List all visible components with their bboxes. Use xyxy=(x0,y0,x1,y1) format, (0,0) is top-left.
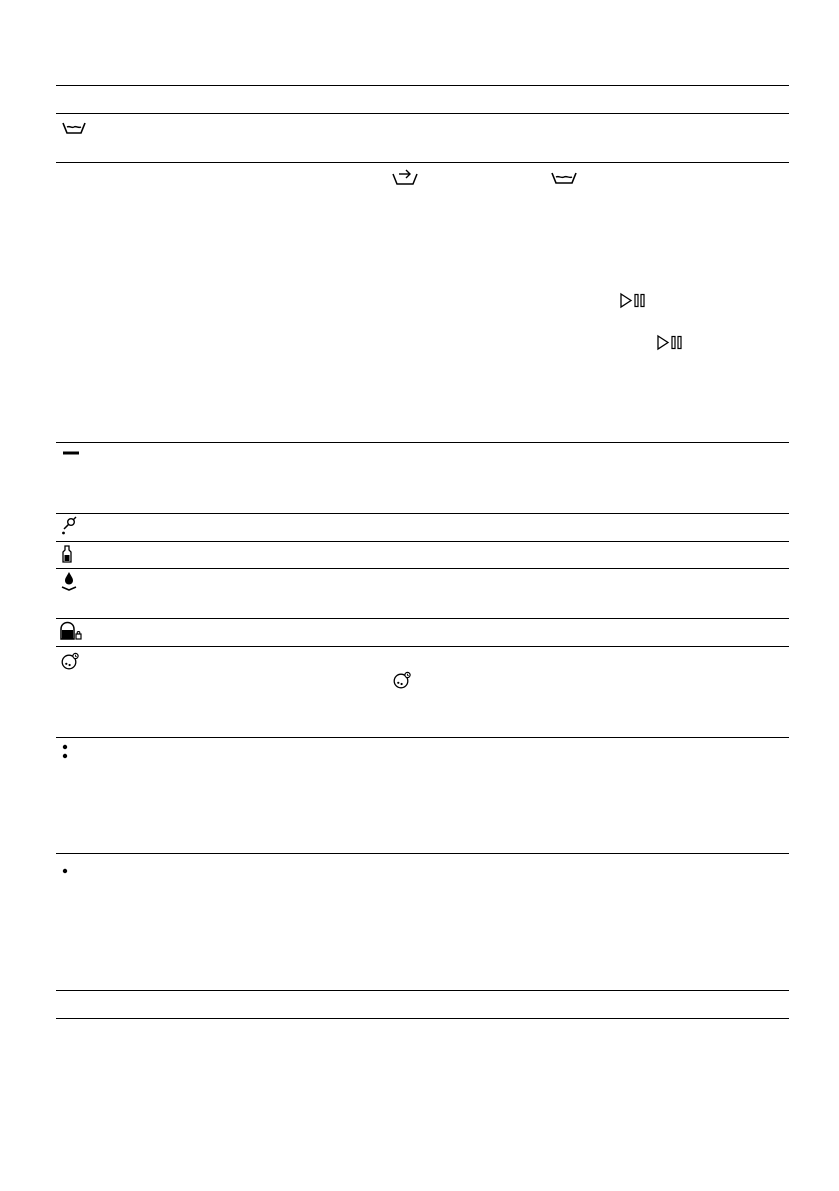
row-divider xyxy=(56,113,789,114)
lid-cycle-icon xyxy=(393,671,413,689)
start-pause-icon xyxy=(620,293,648,308)
row-divider xyxy=(56,618,789,619)
row-divider xyxy=(56,737,789,738)
tap-icon xyxy=(61,516,77,536)
row-divider xyxy=(56,442,789,443)
row-divider xyxy=(56,162,789,163)
row-divider xyxy=(56,568,789,569)
row-divider xyxy=(56,513,789,514)
water-level-basin-icon xyxy=(62,121,86,135)
row-divider xyxy=(56,853,789,854)
lock-icon xyxy=(59,621,83,641)
row-divider xyxy=(56,646,789,647)
basin-in-arrow-icon xyxy=(391,166,421,186)
row-divider xyxy=(56,990,789,991)
table-top-rule xyxy=(56,85,789,86)
single-dot-icon xyxy=(61,867,69,875)
water-level-basin-icon xyxy=(551,171,577,185)
table-bottom-rule xyxy=(56,1018,789,1019)
rinse-aid-bottle-icon xyxy=(62,545,72,563)
lid-cycle-icon xyxy=(61,652,81,670)
water-drop-icon xyxy=(61,571,77,591)
dash-icon xyxy=(63,450,79,456)
start-pause-icon xyxy=(657,335,685,350)
row-divider xyxy=(56,541,789,542)
two-dots-icon xyxy=(61,744,69,760)
